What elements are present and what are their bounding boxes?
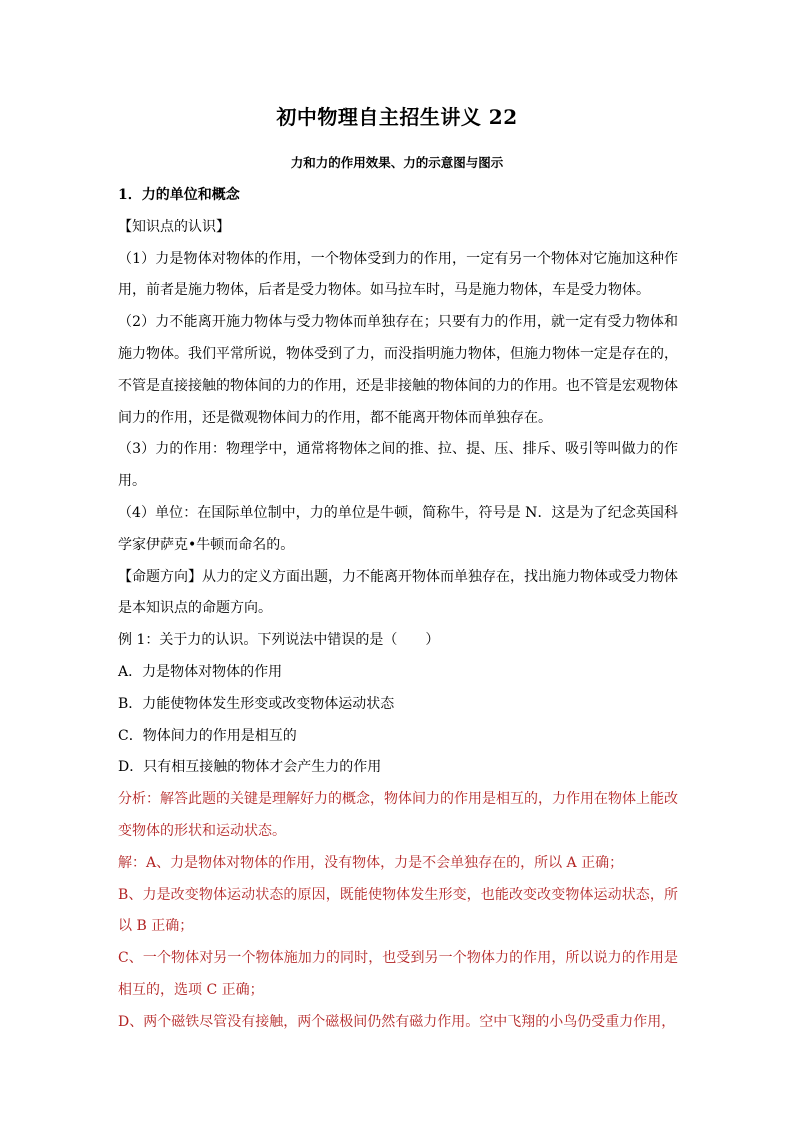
knowledge-point-1: （1）力是物体对物体的作用，一个物体受到力的作用，一定有另一个物体对它施加这种作用，前者是施力物体，后者是受力物体。如马拉车时，马是施力物体，车是受力物体。 — [118, 250, 678, 299]
document-title: 初中物理自主招生讲义 22 — [276, 105, 518, 129]
solution-c: C、一个物体对另一个物体施加力的同时，也受到另一个物体力的作用，所以说力的作用是相互的，选项 C 正确； — [118, 950, 678, 998]
option-d: D．只有相互接触的物体才会产生力的作用 — [118, 759, 382, 776]
document-body — [118, 180, 678, 1039]
solution-d: D、两个磁铁尽管没有接触，两个磁极间仍然有磁力作用。空中飞翔的小鸟仍受重力作用， — [118, 1013, 676, 1030]
knowledge-label: 【知识点的认识】 — [118, 218, 230, 235]
analysis-text: 分析：解答此题的关键是理解好力的概念，物体间力的作用是相互的，力作用在物体上能改变物体的形状和运动状态。 — [118, 791, 678, 839]
knowledge-point-2: （2）力不能离开施力物体与受力物体而单独存在；只要有力的作用，就一定有受力物体和施力物体。我们平常所说，物体受到了力，而没指明施力物体，但施力物体一定是存在的，不管是直接接触的物体间的力的作用，还是非接触的物体间的力的作用。也不管是宏观物体间力的作用，还是微观物体间力的作用，都不能离开物体而单独存在。 — [118, 314, 678, 426]
section-heading: 1．力的单位和概念 — [118, 187, 240, 203]
option-a: A．力是物体对物体的作用 — [118, 663, 283, 680]
option-b: B．力能使物体发生形变或改变物体运动状态 — [118, 695, 395, 712]
solution-b: B、力是改变物体运动状态的原因，既能使物体发生形变，也能改变改变物体运动状态，所以 B 正确； — [118, 886, 678, 935]
question-direction: 【命题方向】从力的定义方面出题，力不能离开物体而单独存在，找出施力物体或受力物体是本知识点的命题方向。 — [118, 568, 678, 617]
solution-a: 解：A、力是物体对物体的作用，没有物体，力是不会单独存在的，所以 A 正确； — [118, 854, 624, 871]
option-c: C．物体间力的作用是相互的 — [118, 727, 297, 744]
knowledge-point-3: （3）力的作用：物理学中，通常将物体之间的推、拉、提、压、排斥、吸引等叫做力的作用。 — [118, 441, 678, 490]
example-question: 例 1：关于力的认识。下列说法中错误的是（ ） — [118, 632, 440, 649]
document-subtitle: 力和力的作用效果、力的示意图与图示 — [290, 155, 504, 170]
knowledge-point-4: （4）单位：在国际单位制中，力的单位是牛顿，简称牛，符号是 N．这是为了纪念英国科学家伊萨克•牛顿而命名的。 — [118, 504, 678, 553]
